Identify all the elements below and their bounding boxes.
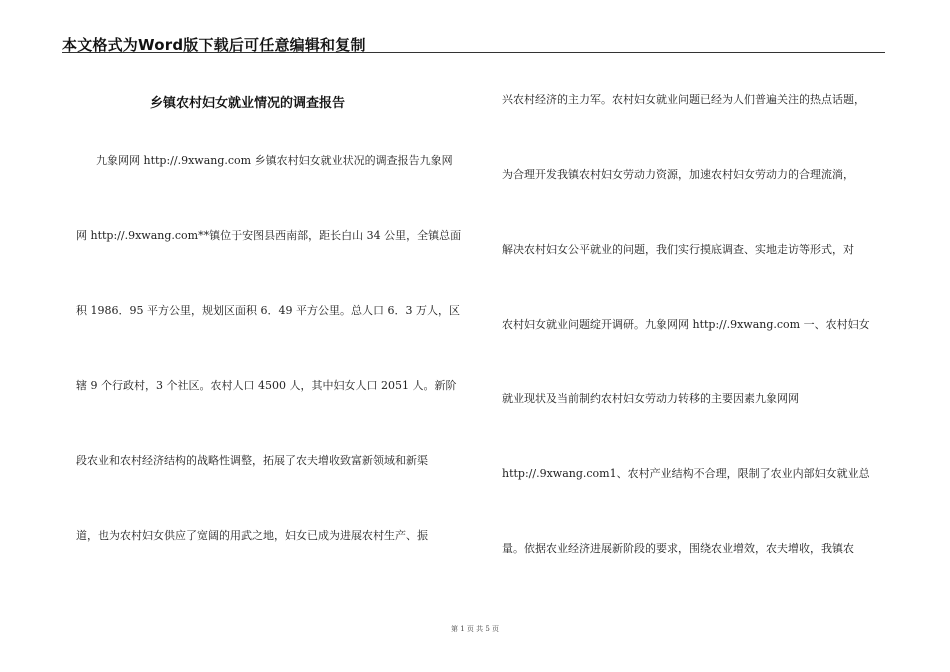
left-line: 九象网网 http://.9xwang.com 乡镇农村妇女就业状况的调查报告九象网 bbox=[96, 154, 453, 167]
header-banner: 本文格式为Word版下载后可任意编辑和复制 bbox=[62, 36, 366, 54]
document-title: 乡镇农村妇女就业情况的调查报告 bbox=[150, 96, 346, 111]
right-line: 量。依据农业经济进展新阶段的要求，围绕农业增效，农夫增收，我镇农 bbox=[502, 542, 854, 555]
right-line: 就业现状及当前制约农村妇女劳动力转移的主要因素九象网网 bbox=[502, 392, 799, 405]
right-line: http://.9xwang.com1、农村产业结构不合理，限制了农业内部妇女就业总 bbox=[502, 467, 870, 480]
left-line: 网 http://.9xwang.com**镇位于安图县西南部，距长白山 34 公里，全镇总面 bbox=[76, 229, 462, 242]
right-line: 解决农村妇女公平就业的问题，我们实行摸底调查、实地走访等形式，对 bbox=[502, 243, 854, 256]
right-line: 兴农村经济的主力军。农村妇女就业问题已经为人们普遍关注的热点话题， bbox=[502, 93, 865, 106]
right-line: 农村妇女就业问题绽开调研。九象网网 http://.9xwang.com 一、农村妇女 bbox=[502, 318, 870, 331]
page-footer: 第 1 页 共 5 页 bbox=[450, 625, 500, 633]
left-line: 辖 9 个行政村，3 个社区。农村人口 4500 人，其中妇女人口 2051 人。新阶 bbox=[76, 379, 457, 392]
header-divider bbox=[62, 52, 885, 53]
left-line: 积 1986．95 平方公里，规划区面积 6．49 平方公里。总人口 6．3 万人，区 bbox=[76, 304, 460, 317]
left-line: 段农业和农村经济结构的战略性调整，拓展了农夫增收致富新领域和新渠 bbox=[76, 454, 428, 467]
left-line: 道，也为农村妇女供应了宽阔的用武之地，妇女已成为进展农村生产、振 bbox=[76, 529, 428, 542]
right-line: 为合理开发我镇农村妇女劳动力资源，加速农村妇女劳动力的合理流淌， bbox=[502, 168, 854, 181]
